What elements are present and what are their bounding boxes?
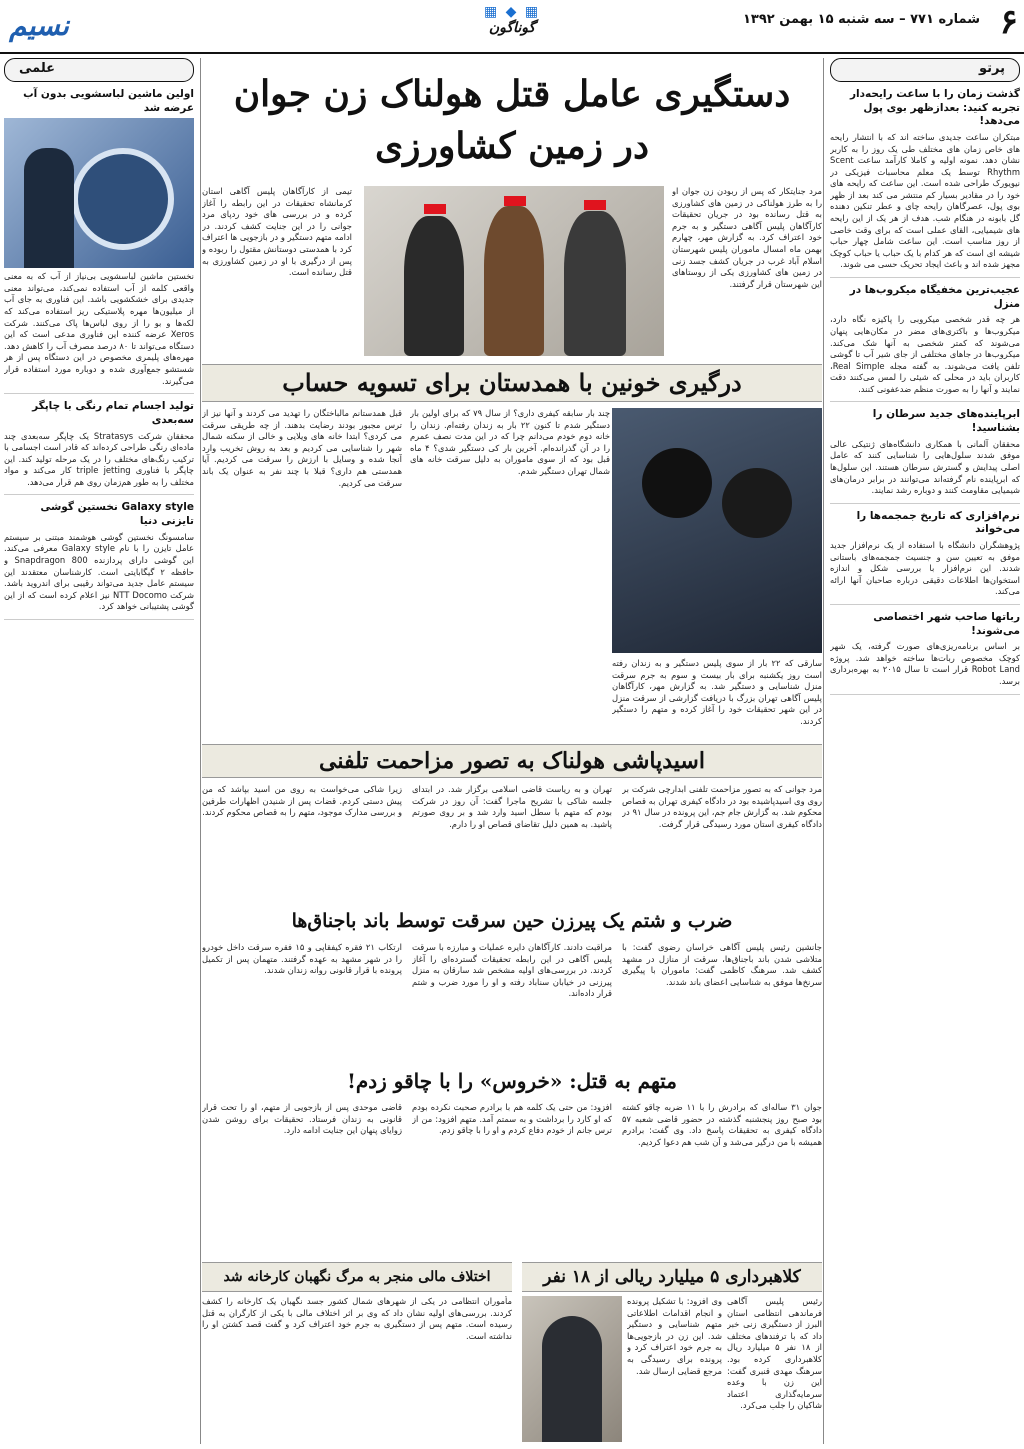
article [830, 88, 1020, 278]
lead-headline-line: در زمین کشاورزی [375, 125, 649, 168]
person-shape [484, 206, 544, 356]
story2-text-a: چند بار سابقه کیفری داری؟ از سال ۷۹ که برای اولین بار دستگیر شدم تا کنون ۲۲ بار به زندان رفته‌ام. زندان را خانه دوم خودم می‌دانم چرا که در این مدت نصف عمرم را در آن گذرانده‌ام. آخرین بار کی دستگیر شدی؟ ۴ ماه قبل بود که از سوی ماموران به دلیل سرقت خانه های شمال تهران دستگیر شدم. [410, 408, 610, 476]
article [830, 510, 1020, 605]
article-body: بر اساس برنامه‌ریزی‌های صورت گرفته، یک شهر کوچک مخصوص ربات‌ها ساخته خواهد شد. پروژه Robot Land قرار است تا سال ۲۰۱۵ به بهره‌برداری برسد. [830, 641, 1020, 687]
article [4, 400, 194, 495]
article [4, 501, 194, 619]
right-column [830, 58, 1020, 1444]
person-shape [564, 211, 626, 356]
story3-text-b: تهران و به ریاست قاضی اسلامی برگزار شد. در ابتدای جلسه شاکی با تشریح ماجرا گفت: آن روز در شرکت بودم که متهم با سطل اسید وارد شد و بر روی صورتم پاشید. به همین دلیل تقاضای قصاص او را دارم. [412, 784, 612, 829]
story4-text-a: جانشین رئیس پلیس آگاهی خراسان رضوی گفت: با متلاشی شدن باند باجناق‌ها، سرقت از منازل در مشهد کشف شد. سرهنگ کاظمی گفت: ماموران با پیگیری سرنخ‌ها موفق به شناسایی اعضای باند شدند. [622, 942, 822, 987]
story2-text-b: قبل همدستانم مالباختگان را تهدید می کردند و آنها نیز از ترس مجبور بودند رضایت بدهند. از چه طریقی سرقت می کردی؟ ابتدا خانه های ویلایی و خالی از سکنه شمال شهر را شناسایی می کردیم و بعد به روش تخریب وارد آنجا شده و وسایل با ارزش را سرقت می کردیم. آیا همدستی هم داری؟ قبلا با چند نفر به عنوان یک باند سرقت می کردیم. [202, 408, 402, 488]
article-heading: ابرپاینده‌های جدید سرطان را بشناسید! [872, 408, 1020, 435]
story3-headline: اسیدپاشی هولناک به تصور مزاحمت تلفنی [202, 744, 822, 778]
logo-text: نسیم [9, 8, 69, 42]
suspects-photo [364, 186, 664, 356]
story3-text-c: زیرا شاکی می‌خواست به روی من اسید بپاشد که من پیش دستی کردم. قضات پس از شنیدن اظهارات طرفین و بررسی مدارک موجود، متهم را به قصاص محکوم کردند. [202, 784, 402, 818]
left-column [4, 58, 194, 1444]
article-body: پژوهشگران دانشگاه با استفاده از یک نرم‌افزار جدید موفق به تعیین سن و جنسیت جمجمه‌های باستانی شدند. این نرم‌افزار با بررسی شکل و اندازه استخوان‌ها اطلاعات دقیقی درباره صاحبان آنها ارائه می‌کند. [830, 540, 1020, 597]
article-heading: Galaxy style نخستین گوشی تایزنی دنیا [40, 501, 194, 528]
woman-photo [522, 1296, 622, 1442]
article [830, 284, 1020, 402]
column-title: علمی [19, 61, 56, 76]
story6-text-a: رئیس پلیس آگاهی فرماندهی انتظامی استان البرز از دستگیری زنی خبر داد که با ترفندهای مختلف از ۱۸ نفر ۵ میلیارد ریال کلاهبرداری کرده بود. سرهنگ مهدی قنبری گفت: این زن با وعده سرمایه‌گذاری اعتماد شاکیان را جلب می‌کرد. [727, 1296, 822, 1411]
drum-shape [72, 148, 174, 250]
article-heading: نرم‌افزاری که تاریخ جمجمه‌ها را می‌خواند [856, 509, 1020, 536]
person-shape [24, 148, 74, 268]
person-shape [722, 468, 792, 538]
masthead [0, 0, 1024, 54]
article-heading: اولین ماشین لباسشویی بدون آب عرضه شد [23, 88, 194, 114]
story2-headline: درگیری خونین با همدستان برای تسویه حساب [202, 364, 822, 402]
person-shape [642, 448, 712, 518]
person-shape [404, 216, 464, 356]
lead-text-b: تیمی از کارآگاهان پلیس آگاهی استان کرمانشاه تحقیقات در این رابطه را آغاز کرده و در بررسی های خود ردپای مرد جوانی را در این جنایت کشف کردند. در ادامه متهم دستگیر و در بازجویی ها اعتراف کرد با همدستی دوستانش مقتول را ربوده و پس از درگیری با او در زمین کشاورزی به قتل رسانده است. [202, 186, 352, 278]
blur-bar [504, 196, 526, 206]
article-body: محققان آلمانی با همکاری دانشگاه‌های ژنتیکی عالی موفق شدند سلول‌هایی را شناسایی کنند که عامل اصلی پیدایش و گسترش سرطان هستند. این سلول‌ها که ابرپاینده نام گرفته‌اند می‌توانند در برابر درمان‌های شیمیایی مقاومت کنند و دوباره رشد نمایند. [830, 438, 1020, 496]
article [4, 88, 194, 394]
story2-text-c: سارقی که ۲۲ بار از سوی پلیس دستگیر و به زندان رفته است روز یکشنبه برای بار بیست و سوم به جرم سرقت منزل شناسایی و دستگیر شد. به گزارش مهر، کارآگاهان پلیس آگاهی تهران بزرگ با دریافت گزارشی از سرقت منزل در این شهر تحقیقات خود را آغاز کرده و متهم را دستگیر کردند. [612, 658, 822, 726]
article-body: سامسونگ نخستین گوشی هوشمند مبتنی بر سیستم عامل تایزن را با نام Galaxy style معرفی می‌کند. این گوشی دارای پردازنده Snapdragon 800 و حافظه ۲ گیگابایتی است. کارشناسان معتقدند این سیستم عامل جدید می‌تواند رقیبی برای اندروید باشد. شرکت NTT Docomo نیز اعلام کرده است که از این گوشی پشتیبانی خواهد کرد. [4, 531, 194, 612]
column-header [830, 58, 1020, 82]
story6-text-b: وی افزود: با تشکیل پرونده و انجام اقدامات اطلاعاتی متهم شناسایی و دستگیر شد. این زن در بازجویی‌ها به جرم خود اعتراف کرد و پرونده برای رسیدگی به مرجع قضایی ارسال شد. [627, 1296, 722, 1376]
issue-line: شماره ۷۷۱ – سه شنبه ۱۵ بهمن ۱۳۹۲ [742, 12, 980, 27]
column-divider [823, 58, 824, 1444]
story5-text-a: جوان ۳۱ ساله‌ای که برادرش را با ۱۱ ضربه چاقو کشته بود صبح روز پنجشنبه گذشته در حضور قاضی شعبه ۵۷ دادگاه کیفری به تحقیقات پاسخ داد. وی گفت: برادرم همیشه با من درگیر می‌شد و آن شب هم دعوا کردیم. [622, 1102, 822, 1147]
blur-bar [584, 200, 606, 210]
story5-headline: متهم به قتل: «خروس» را با چاقو زدم! [202, 1066, 822, 1096]
lead-headline [202, 68, 822, 172]
main-content [202, 58, 822, 1444]
article-heading: رباتها صاحب شهر اختصاصی می‌شوند! [873, 610, 1020, 637]
story3-text-a: مرد جوانی که به تصور مزاحمت تلفنی ابدارچی شرکت بر روی وی اسیدپاشیده بود در دادگاه کیفری تهران به قصاص محکوم شد. به گزارش جام جم، این پرونده در سال ۹۱ در دادگاه کیفری استان مورد رسیدگی قرار گرفت. [622, 784, 822, 829]
article [830, 408, 1020, 503]
story6-headline: کلاهبرداری ۵ میلیارد ریالی از ۱۸ نفر [522, 1262, 822, 1292]
column-header [4, 58, 194, 82]
lead-headline-line: دستگیری عامل قتل هولناک زن جوان [233, 73, 791, 115]
newspaper-logo [4, 2, 74, 48]
washing-machine-photo [4, 118, 194, 268]
column-title: پرتو [979, 61, 1005, 76]
section-label: گوناگون [488, 20, 536, 36]
lead-text-a: مرد جنایتکار که پس از ربودن زن جوان او را به طرز هولناکی در زمین های کشاورزی به قتل رسانده بود در جریان تحقیقات کارآگاهان پلیس آگاهی دستگیر و به جرم خود اعتراف کرد. به گزارش مهر، چهارم بهمن ماه امسال ماموران پلیس شهرستان اسلام آباد غرب در جریان کشف جسد زنی در زمین های کشاورزی یکی از روستاهای این شهرستان قرار گرفتند. [672, 186, 822, 289]
story5-text-c: قاضی موحدی پس از بازجویی از متهم، او را تحت قرار قانونی به زندان فرستاد. تحقیقات برای روشن شدن زوایای پنهان این جنایت ادامه دارد. [202, 1102, 402, 1136]
story7-text: مأموران انتظامی در یکی از شهرهای شمال کشور جسد نگهبان یک کارخانه را کشف کردند. بررسی‌های اولیه نشان داد که وی بر اثر اختلاف مالی با یکی از کارگران به قتل رسیده است. متهم پس از دستگیری به جرم خود اعتراف کرد و گفت قصد کشتن او را نداشته است. [202, 1296, 512, 1341]
page-number: ۶ [999, 2, 1018, 42]
story7-headline: اختلاف مالی منجر به مرگ نگهبان کارخانه شد [202, 1262, 512, 1292]
article-heading: عجیب‌ترین مخفیگاه میکروب‌ها در منزل [849, 284, 1020, 310]
story4-text-c: ارتکاب ۲۱ فقره کیفقاپی و ۱۵ فقره سرقت داخل خودرو را در شهر مشهد به عهده گرفتند. متهمان پس از تکمیل پرونده با قرار قانونی روانه زندان شدند. [202, 942, 402, 976]
ornament-icon: ▦ ◆ ▦ [483, 4, 541, 20]
article-heading: تولید اجسام تمام رنگی با چاپگر سه‌بعدی [32, 400, 194, 426]
article-body: هر چه قدر شخصی میکروبی را پاکیزه نگاه دارد، میکروب‌ها و باکتری‌های مضر در مکان‌هایی پنهان می‌شوند که کمتر شخصی به آنها شک می‌کند. میکروب‌ها در جاهای مختلفی از جای شیر آب تا گوشی تلفن یافت می‌شوند. به گفته مجله Real Simple، کاربران باید در محلی که شیئی را لمس می‌کنند دقت نمایند و آنها را به صورت منظم ضدعفونی کنند. [830, 314, 1020, 394]
article-body: نخستین ماشین لباسشویی بی‌نیاز از آب که به معنی واقعی کلمه از آب استفاده نمی‌کند، می‌تواند معنی جدیدی برای خشکشویی باشد. این فناوری به جای آب از میلیون‌ها مهره پلاستیکی ریز استفاده می‌کند که لکه‌ها و بو را از روی لباس‌ها پاک می‌کنند. شرکت Xeros عرضه کننده این فناوری مدعی است که این دستگاه می‌تواند تا ۸۰ درصد مصرف آب را کاهش دهد. مهره‌های پلیمری مخصوص در این دستگاه پس از هر شستشو جمع‌آوری شده و دوباره مورد استفاده قرار می‌گیرند. [4, 271, 194, 386]
story4-headline: ضرب و شتم یک پیرزن حین سرقت توسط باند باجناق‌ها [202, 906, 822, 936]
section-marker [452, 4, 572, 48]
person-shape [542, 1316, 602, 1442]
article-body: محققان شرکت Stratasys یک چاپگر سه‌بعدی چند ماده‌ای رنگی طراحی کرده‌اند که قادر است اجسامی با ترکیب رنگ‌های مختلف را در یک مرحله تولید کند. این چاپگر با فناوری triple jetting کار می‌کند و مواد مختلف را به طور هم‌زمان روی هم قرار می‌دهد. [4, 430, 194, 487]
blur-bar [424, 204, 446, 214]
story4-text-b: مراقبت دادند. کارآگاهان دایره عملیات و مبارزه با سرقت پلیس آگاهی در این رابطه تحقیقات گسترده‌ای را آغاز کردند. در بررسی‌های اولیه مشخص شد سارقان به منزل پیرزنی در خیابان سناباد رفته و او را مورد ضرب و شتم قرار داده‌اند. [412, 942, 612, 999]
story5-text-b: افزود: من حتی یک کلمه هم با برادرم صحبت نکرده بودم که او کارد را برداشت و به سمتم آمد. متهم افزود: من از ترس جانم از خودم دفاع کردم و او را با چاقو زدم. [412, 1102, 612, 1136]
robbers-photo [612, 408, 822, 653]
column-divider [200, 58, 201, 1444]
article-heading: گذشت زمان را با ساعت رایحه‌دار تجربه کنید: بعدازظهر بوی پول می‌دهد! [850, 88, 1020, 128]
article [830, 611, 1020, 695]
article-body: مبتکران ساعت جدیدی ساخته اند که با انتشار رایحه های خاص زمان های مختلف طی یک روز را به کاربر نشان دهد. نمونه اولیه و کاملا کارآمد ساعت Scent Rhythm توسط یک معلم محاسبات فیزیکی در نیویورک طراحی شده است. این ساعت که رایحه های خود را در مقادیر بسیار کم منتشر می کند بعد از ظهر بوی پول، عصرگاهان رایحه چای و عطر تنکین دهنده گل بابونه در هنگام شب. هدف از هر یک از این رایحه های شیمیایی، القای عملی است که برای وقت خاصی از روز مناسب است. این ساعت شامل چهار حباب شیشه ای است که هر کدام با یک حباب یا حباب کوچک مجهز شده اند و باعث ایجاد تحریک حسی می شوند. [830, 131, 1020, 270]
